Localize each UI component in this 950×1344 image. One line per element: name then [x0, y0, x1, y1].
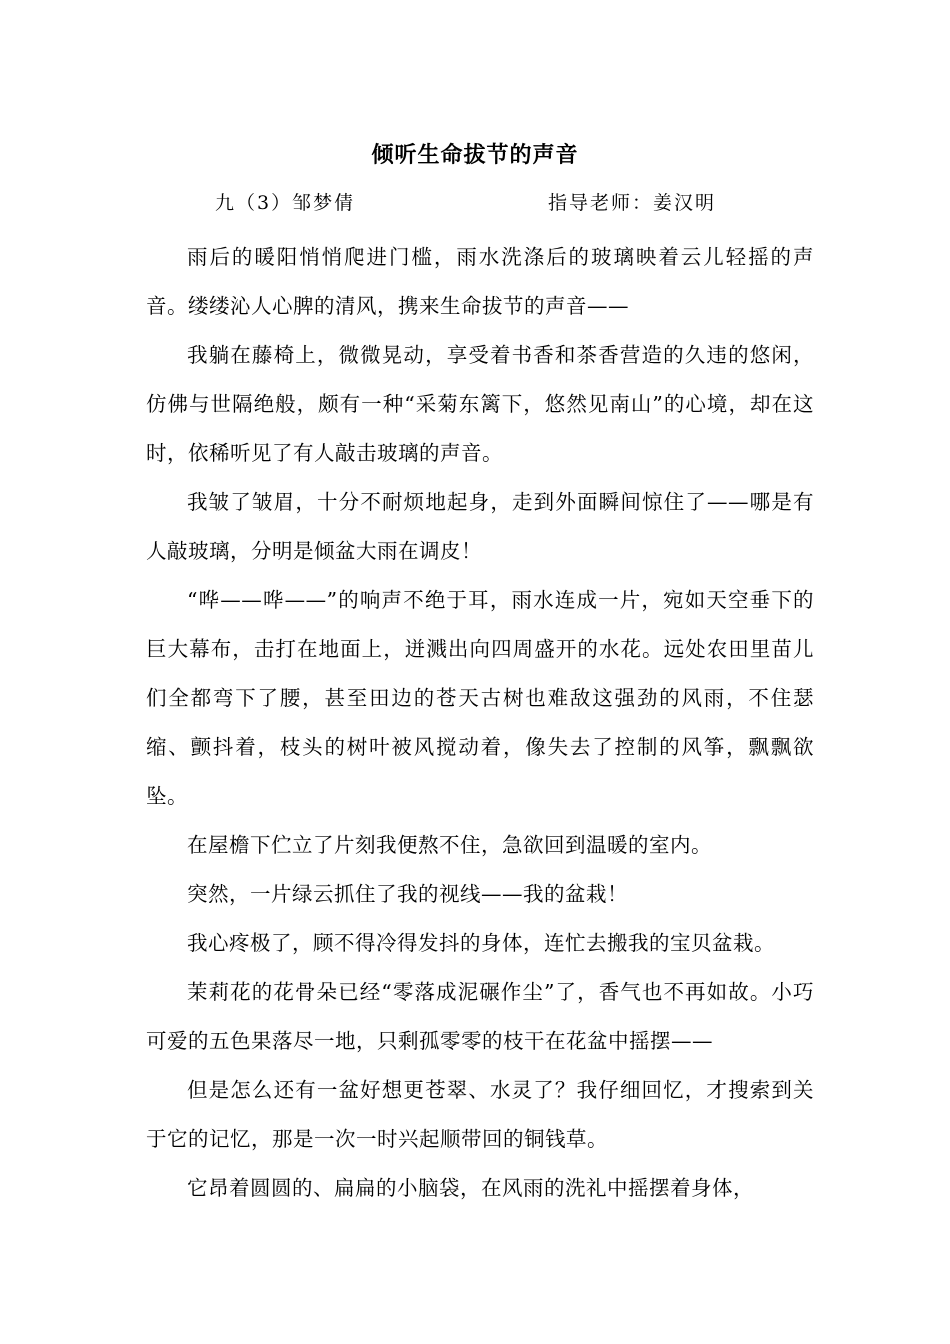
paragraph: 我躺在藤椅上，微微晃动，享受着书香和茶香营造的久违的悠闲，仿佛与世隔绝般，颇有一种“采菊东篱下，悠然见南山”的心境，却在这时，依稀听见了有人敲击玻璃的声音。 [146, 343, 814, 465]
teacher-byline: 指导老师：姜汉明 [548, 192, 717, 214]
paragraph: 茉莉花的花骨朵已经“零落成泥碾作尘”了，香气也不再如故。小巧可爱的五色果落尽一地，只剩孤零零的枝干在花盆中摇摆—— [146, 980, 814, 1053]
paragraph: 在屋檐下伫立了片刻我便熬不住，急欲回到温暖的室内。 [187, 833, 712, 857]
paragraph: 我皱了皱眉，十分不耐烦地起身，走到外面瞬间惊住了——哪是有人敲玻璃，分明是倾盆大雨在调皮！ [146, 490, 814, 563]
author-byline: 九（3）邹梦倩 [215, 192, 356, 214]
paragraph: 但是怎么还有一盆好想更苍翠、水灵了？我仔细回忆，才搜索到关于它的记忆，那是一次一时兴起顺带回的铜钱草。 [146, 1078, 814, 1151]
paragraph: “哗——哗——”的响声不绝于耳，雨水连成一片，宛如天空垂下的巨大幕布，击打在地面上，迸溅出向四周盛开的水花。远处农田里苗儿们全都弯下了腰，甚至田边的苍天古树也难敌这强劲的风雨，不住瑟缩、颤抖着，枝头的树叶被风搅动着，像失去了控制的风筝，飘飘欲坠。 [146, 588, 814, 808]
essay-body [146, 233, 814, 1213]
essay-title: 倾听生命拔节的声音 [371, 143, 579, 168]
paragraph: 它昂着圆圆的、扁扁的小脑袋，在风雨的洗礼中摇摆着身体， [187, 1176, 754, 1200]
paragraph: 突然，一片绿云抓住了我的视线——我的盆栽！ [187, 882, 628, 906]
paragraph: 雨后的暖阳悄悄爬进门槛，雨水洗涤后的玻璃映着云儿轻摇的声音。缕缕沁人心脾的清风，携来生命拔节的声音—— [146, 245, 814, 318]
paragraph: 我心疼极了，顾不得冷得发抖的身体，连忙去搬我的宝贝盆栽。 [187, 931, 775, 955]
